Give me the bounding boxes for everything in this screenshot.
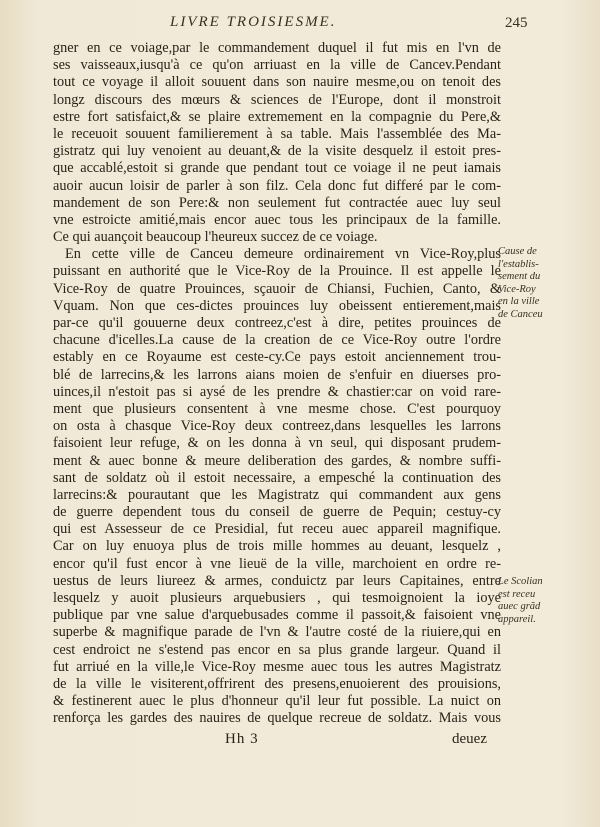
page-number: 245: [505, 15, 528, 31]
margin-note-scolian: [498, 576, 594, 626]
text-line: superbe & magnifique parade de l'vn & l'autre costé de la riuiere,qui en: [53, 624, 501, 641]
text-line: cest endroict ne s'estend pas encor en sa plus grande largeur. Quand il: [53, 641, 501, 658]
text-line: longz discours des mœurs & sciences de l'Europe, dont il monstroit: [53, 91, 501, 108]
margin-note-line: Le Scolian: [498, 576, 543, 587]
text-line: encor qu'il fust encor à vne lieuë de la ville, marchoient en ordre re-: [53, 555, 501, 572]
text-line: faisoient leur refuge, & on les donna à vn seul, qui disposant prudem-: [53, 435, 501, 452]
margin-note-line: de Canceu: [498, 308, 543, 320]
text-line: sant de soldatz où il estoit necessaire, a empesché la continuation des: [53, 469, 501, 486]
text-line: ses vaisseaux,iusqu'à ce qu'on arriuast en la ville de Cancev.Pendant: [53, 57, 501, 74]
text-line: gner en ce voiage,par le commandement duquel il fut mis en l'vn de: [53, 40, 501, 56]
text-line: qui est Assesseur de ce Presidial, fut receu auec appareil magnifique.: [53, 521, 501, 538]
text-line: gistratz qui luy venoient au deuant,& de la visite desquelz il estoit pres-: [53, 143, 501, 160]
text-line: larrecins:& pourautant que les Magistratz qui commandent aux gens: [53, 486, 501, 503]
margin-note-line: sement du: [498, 271, 541, 283]
margin-note-line: est receu: [498, 588, 536, 600]
margin-note-viceroy: [498, 246, 594, 322]
text-line: vne estroicte amitié,mais encor auec tous les principaux de la famille.: [53, 211, 501, 228]
text-line: estre fort satisfaict,& se plaire extremement en la compagnie du Pere,&: [53, 108, 501, 125]
text-line: mandement de son Pere:& non seulement fut contractée auec luy seul: [53, 194, 501, 211]
text-line: uinces,il n'estoit pas si aysé de les prendre & chastier:car on void rare-: [53, 383, 501, 400]
text-line: & festinerent auec le plus d'honneur qu'il leur fut possible. La nuict on: [53, 693, 501, 710]
text-line: fut arriué en la ville,le Vice-Roy mesme auec tous les autres Magistratz: [53, 658, 501, 675]
body-text: [53, 40, 501, 728]
text-line: auoir aucun loisir de parler à son filz. Cela donc fut differé par le com-: [53, 177, 501, 194]
text-line: on osta à chasque Vice-Roy deux contreez,dans lesquelles les larrons: [53, 418, 501, 435]
text-line: le receuoit souuent familierement à sa table. Mais l'assemblée des Ma-: [53, 125, 501, 142]
text-line: publique par vne salue d'arquebusades comme il passoit,& faisoient vne: [53, 607, 501, 624]
text-line: par-ce qu'il gouuerne deux contreez,c'est à dire, petites prouinces de: [53, 315, 501, 331]
text-line: de la ville le visiterent,offrirent des presens,enuoierent des prouisions,: [53, 675, 501, 692]
running-head: [0, 14, 600, 36]
text-line: lesquelz y auoit plusieurs arquebusiers , qui tesmoignoient la ioye: [53, 590, 501, 606]
margin-note-line: auec grãd: [498, 601, 541, 613]
text-line: Vice-Roy de quatre Prouinces, sçauoir de Chiansi, Fuchien, Canto, &: [53, 280, 501, 297]
text-line: Ce qui auançoit beaucoup l'heureux succez de ce voiage.: [53, 229, 378, 246]
text-line: puissant en authorité que le Vice-Roy de la Prouince. Il est appelle le: [53, 263, 501, 280]
text-line: chacune d'icelles.La cause de la creation de ce Vice-Roy outre l'ordre: [53, 332, 501, 349]
text-line: tout ce voyage il alloit souuent dans son nauire mesme,ou on tenoit des: [53, 74, 501, 91]
text-line: ment & auec bonne & meure deliberation des gardes, & nombre suffi-: [53, 452, 501, 469]
text-line: En cette ville de Canceu demeure ordinairement vn Vice-Roy,plus: [65, 246, 501, 263]
margin-note-line: appareil.: [498, 613, 536, 625]
text-line: renforça les gardes des nauires de quelque recreue de soldatz. Mais vous: [53, 710, 501, 727]
text-line: de guerre dependent tous du conseil de guerre de Pequin; cestuy-cy: [53, 504, 501, 521]
margin-note-line: l'establis-: [498, 258, 539, 270]
margin-note-line: Vice-Roy: [498, 283, 536, 295]
text-line: estably en ce Royaume est ceste-cy.Ce pays estoit anciennement trou-: [53, 349, 501, 366]
text-line: blé de larrecins,& les larrons aians moien de s'enfuir en diuerses pro-: [53, 366, 501, 383]
catchword: deuez: [452, 731, 487, 747]
text-line: que accablé,estoit si grande que pendant tout ce voiage il ne peut iamais: [53, 160, 501, 177]
page-footer: [0, 731, 600, 753]
text-line: Car on luy enuoya plus de trois mille hommes au deuant, lesquelz ,: [53, 538, 501, 555]
margin-note-line: Cause de: [498, 246, 537, 257]
margin-note-line: en la ville: [498, 296, 540, 308]
text-line: Vquam. Non que ces-dictes prouinces luy obeissent entierement,mais: [53, 297, 501, 314]
text-line: ment que plusieurs consentent à vne mesme chose. C'est pourquoy: [53, 400, 501, 417]
signature-mark: Hh 3: [225, 731, 259, 747]
running-head-title: LIVRE TROISIESME.: [170, 14, 337, 30]
text-line: uestus de leurs liureez & armes, conduictz par leurs Capitaines, entre: [53, 572, 501, 589]
